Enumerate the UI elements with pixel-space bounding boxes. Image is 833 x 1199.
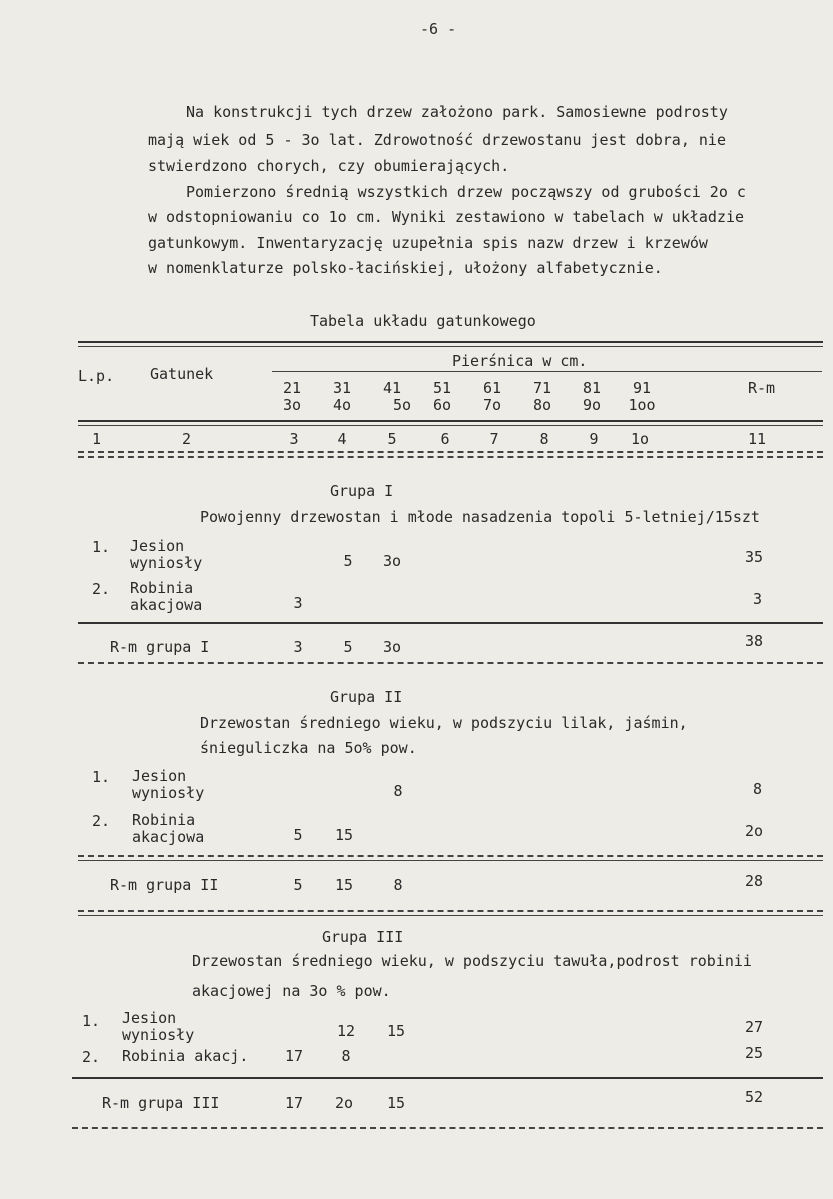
range-top-2: 31 xyxy=(332,379,352,397)
group-1-end-rule xyxy=(78,662,823,664)
range-bottom-4: 6o xyxy=(432,396,452,414)
group-2-row-1-lp: 1. xyxy=(92,768,111,786)
range-top-7: 81 xyxy=(582,379,602,397)
group-1-sum-label: R-m grupa I xyxy=(110,638,210,656)
group-2-sum-total: 28 xyxy=(745,872,764,890)
intro-line-5: w odstopniowaniu co 1o cm. Wyniki zestawiono w tabelach w układzie xyxy=(148,208,745,226)
header-rule-top-2 xyxy=(78,346,823,347)
group-3-sum-rule xyxy=(72,1077,823,1079)
group-1-row-1-total: 35 xyxy=(745,548,764,566)
table-end-rule xyxy=(72,1127,823,1129)
range-top-4: 51 xyxy=(432,379,452,397)
colnum-10: 1o xyxy=(630,430,650,448)
group-1-row-2-name-2: akacjowa xyxy=(130,596,203,614)
group-1-row-1-name-2: wyniosły xyxy=(130,554,203,572)
header-rule-mid xyxy=(78,420,823,422)
group-2-row-2-v4: 15 xyxy=(334,826,354,844)
group-1-sum-total: 38 xyxy=(745,632,764,650)
colnum-5: 5 xyxy=(387,430,397,448)
table-title: Tabela układu gatunkowego xyxy=(310,312,536,330)
group-3-row-2-v4: 8 xyxy=(341,1047,351,1065)
group-2-sum-rule xyxy=(78,855,823,857)
group-1-row-1-name-1: Jesion xyxy=(130,537,185,555)
group-2-row-2-name-1: Robinia xyxy=(132,811,196,829)
group-2-end-rule-2 xyxy=(78,915,823,916)
group-3-row-1-total: 27 xyxy=(745,1018,764,1036)
group-1-row-1-v4: 5 xyxy=(343,552,353,570)
group-1-row-1-lp: 1. xyxy=(92,538,111,556)
range-top-5: 61 xyxy=(482,379,502,397)
colnum-rule-2 xyxy=(78,456,823,458)
intro-line-3: stwierdzono chorych, czy obumierających. xyxy=(148,157,510,175)
group-3-desc-2: akacjowej na 3o % pow. xyxy=(192,982,391,1000)
group-2-row-1-name-1: Jesion xyxy=(132,767,187,785)
intro-line-6: gatunkowym. Inwentaryzację uzupełnia spis nazw drzew i krzewów xyxy=(148,234,708,252)
group-3-row-2-name-1: Robinia akacj. xyxy=(122,1047,249,1065)
colnum-2: 2 xyxy=(182,430,192,448)
group-3-row-1-name-1: Jesion xyxy=(122,1009,177,1027)
range-top-6: 71 xyxy=(532,379,552,397)
range-top-1: 21 xyxy=(282,379,302,397)
group-3-row-2-total: 25 xyxy=(745,1044,764,1062)
intro-line-7: w nomenklaturze polsko-łacińskiej, ułożony alfabetycznie. xyxy=(148,259,663,277)
group-3-row-1-v5: 15 xyxy=(386,1022,406,1040)
group-3-row-1-lp: 1. xyxy=(82,1012,101,1030)
group-2-row-2-v3: 5 xyxy=(293,826,303,844)
colnum-3: 3 xyxy=(289,430,299,448)
group-3-sum-v4: 2o xyxy=(334,1094,354,1112)
intro-line-1: Na konstrukcji tych drzew założono park. Samosiewne podrosty xyxy=(186,103,728,121)
group-1-desc-1: Powojenny drzewostan i młode nasadzenia topoli 5-letniej/15szt xyxy=(200,508,760,526)
group-3-title: Grupa III xyxy=(322,928,404,946)
group-3-row-1-v4: 12 xyxy=(336,1022,356,1040)
range-bottom-6: 8o xyxy=(532,396,552,414)
range-bottom-2: 4o xyxy=(332,396,352,414)
colnum-6: 6 xyxy=(440,430,450,448)
colnum-11: 11 xyxy=(748,430,767,448)
header-rm: R-m xyxy=(748,379,776,397)
group-2-sum-v3: 5 xyxy=(293,876,303,894)
group-2-row-2-lp: 2. xyxy=(92,812,111,830)
group-2-sum-v4: 15 xyxy=(334,876,354,894)
group-2-sum-label: R-m grupa II xyxy=(110,876,219,894)
group-1-sum-v4: 5 xyxy=(343,638,353,656)
range-bottom-5: 7o xyxy=(482,396,502,414)
colnum-4: 4 xyxy=(337,430,347,448)
colnum-8: 8 xyxy=(539,430,549,448)
group-2-row-2-name-2: akacjowa xyxy=(132,828,205,846)
group-2-row-1-name-2: wyniosły xyxy=(132,784,205,802)
group-3-sum-v3: 17 xyxy=(284,1094,304,1112)
group-2-sum-v5: 8 xyxy=(393,876,403,894)
header-rule-mid-2 xyxy=(78,425,823,426)
group-2-end-rule xyxy=(78,910,823,912)
group-2-desc-1: Drzewostan średniego wieku, w podszyciu lilak, jaśmin, xyxy=(200,714,688,732)
group-1-row-2-total: 3 xyxy=(753,590,763,608)
group-3-row-2-lp: 2. xyxy=(82,1048,101,1066)
colnum-9: 9 xyxy=(589,430,599,448)
header-rule-top xyxy=(78,341,823,343)
group-2-sum-rule-2 xyxy=(78,860,823,861)
group-3-row-1-name-2: wyniosły xyxy=(122,1026,195,1044)
group-2-row-2-total: 2o xyxy=(745,822,764,840)
group-3-sum-v5: 15 xyxy=(386,1094,406,1112)
range-bottom-8: 1oo xyxy=(628,396,656,414)
group-1-row-2-v3: 3 xyxy=(293,594,303,612)
group-2-desc-2: śnieguliczka na 5o% pow. xyxy=(200,739,417,757)
group-2-row-1-v5: 8 xyxy=(393,782,403,800)
group-3-sum-label: R-m grupa III xyxy=(102,1094,220,1112)
group-3-sum-total: 52 xyxy=(745,1088,764,1106)
header-lp: L.p. xyxy=(78,367,115,385)
range-bottom-3: 5o xyxy=(392,396,412,414)
intro-line-2: mają wiek od 5 - 3o lat. Zdrowotność drzewostanu jest dobra, nie xyxy=(148,131,726,149)
range-bottom-1: 3o xyxy=(282,396,302,414)
range-top-3: 41 xyxy=(382,379,402,397)
group-1-row-2-name-1: Robinia xyxy=(130,579,194,597)
group-1-row-1-v5: 3o xyxy=(382,552,402,570)
group-1-sum-v3: 3 xyxy=(293,638,303,656)
range-top-8: 91 xyxy=(632,379,652,397)
colnum-rule xyxy=(78,451,823,453)
intro-line-4: Pomierzono średnią wszystkich drzew począwszy od grubości 2o c xyxy=(186,183,746,201)
group-1-sum-v5: 3o xyxy=(382,638,402,656)
group-1-title: Grupa I xyxy=(330,482,394,500)
header-piersnica: Pierśnica w cm. xyxy=(452,352,588,370)
header-gatunek: Gatunek xyxy=(150,365,214,383)
group-2-title: Grupa II xyxy=(330,688,403,706)
colnum-7: 7 xyxy=(489,430,499,448)
range-bottom-7: 9o xyxy=(582,396,602,414)
piersnica-underline xyxy=(272,371,822,372)
group-3-desc-1: Drzewostan średniego wieku, w podszyciu tawuła,podrost robinii xyxy=(192,952,752,970)
group-1-sum-rule xyxy=(78,622,823,624)
group-1-row-2-lp: 2. xyxy=(92,580,111,598)
group-3-row-2-v3: 17 xyxy=(284,1047,304,1065)
colnum-1: 1 xyxy=(92,430,102,448)
group-2-row-1-total: 8 xyxy=(753,780,763,798)
page-number: -6 - xyxy=(420,20,457,38)
